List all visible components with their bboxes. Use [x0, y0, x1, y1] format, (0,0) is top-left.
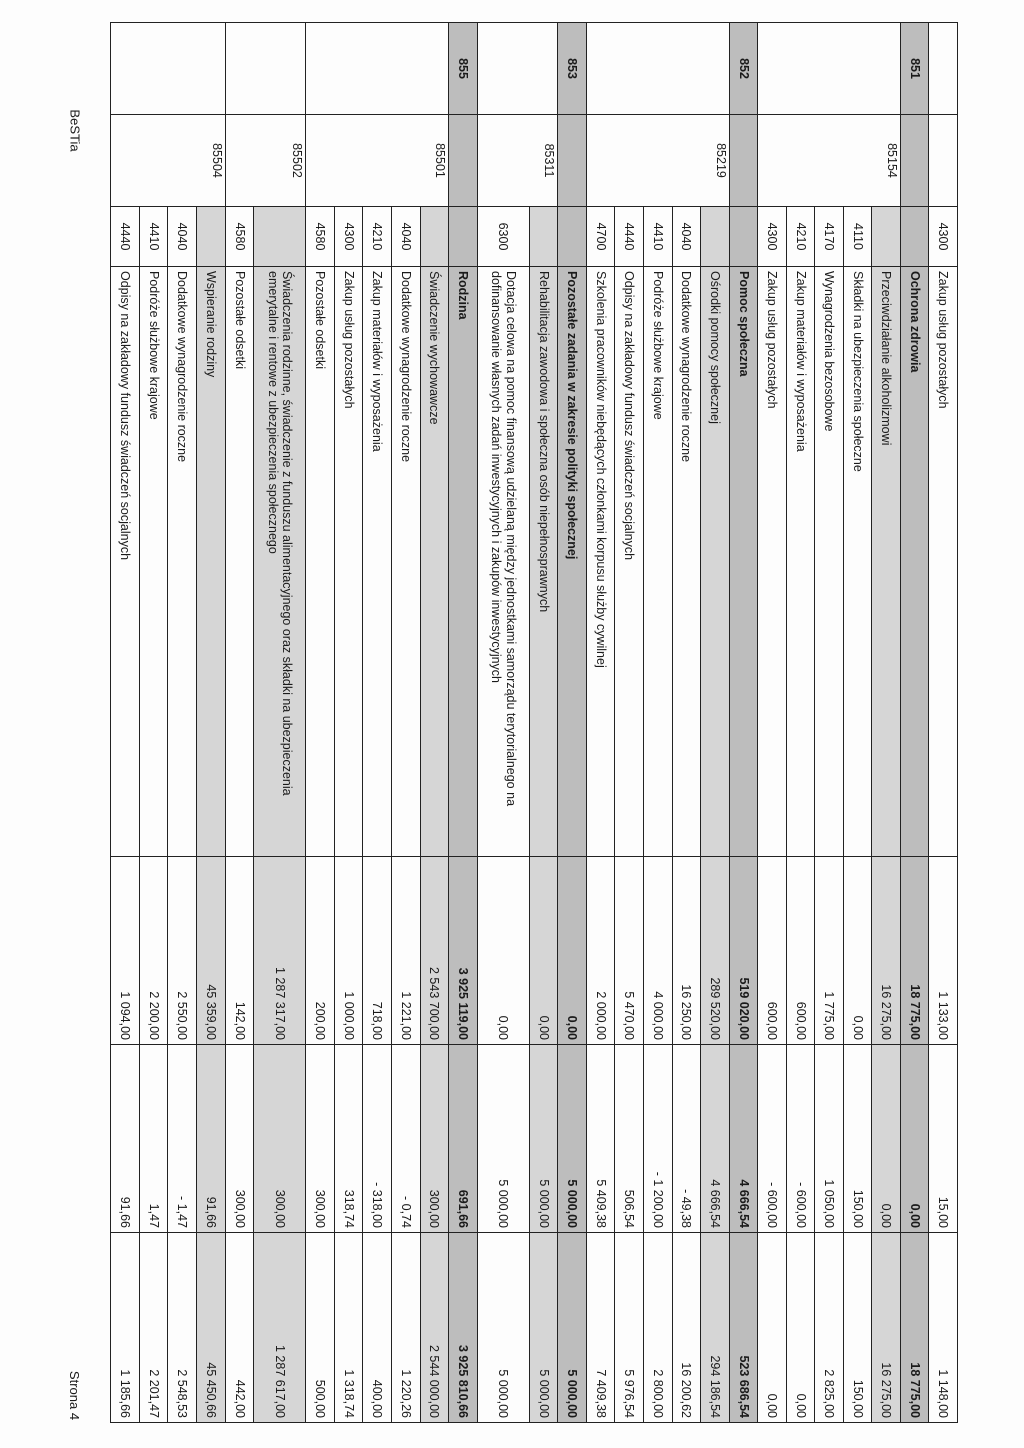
table-row-85311 [529, 23, 558, 1423]
amount-change: 15,00 [929, 1045, 958, 1233]
item-name: Zakup materiałów i wyposażenia [363, 267, 392, 857]
dzial-cell: 855 [449, 23, 478, 115]
amount-change: - 600,00 [786, 1045, 815, 1233]
rozdzial-cell: 85154 [758, 115, 901, 207]
amount-after: 1 185,66 [111, 1233, 140, 1423]
item-name: Wynagrodzenia bezosobowe [815, 267, 844, 857]
table-row-85504 [197, 23, 226, 1423]
item-name: Zakup usług pozostałych [929, 267, 958, 857]
item-name: Świadczenia rodzinne, świadczenie z funduszu alimentacyjnego oraz składki na ubezpieczenia emerytalne i rentowe z ubezpieczenia społecznego [254, 267, 306, 857]
amount-change: 150,00 [843, 1045, 872, 1233]
amount-change: - 1,47 [168, 1045, 197, 1233]
amount-before: 2 000,00 [586, 857, 615, 1045]
table-row-855 [449, 23, 478, 1423]
amount-before: 45 359,00 [197, 857, 226, 1045]
table-row-4440 [111, 23, 140, 1423]
dzial-cell [758, 23, 901, 115]
paragraf-cell [701, 207, 730, 267]
item-name: Szkolenia pracowników niebędących członkami korpusu służby cywilnej [586, 267, 615, 857]
paragraf-cell [254, 207, 306, 267]
paragraf-cell: 4040 [391, 207, 420, 267]
paragraf-cell: 4440 [111, 207, 140, 267]
amount-change: 5 000,00 [477, 1045, 529, 1233]
item-name: Pozostałe odsetki [306, 267, 335, 857]
rozdzial-cell [449, 115, 478, 207]
rozdzial-cell [729, 115, 758, 207]
amount-change: - 318,00 [363, 1045, 392, 1233]
amount-before: 0,00 [477, 857, 529, 1045]
paragraf-cell: 4300 [929, 207, 958, 267]
amount-after: 2 544 000,00 [420, 1233, 449, 1423]
paragraf-cell [729, 207, 758, 267]
amount-before: 2 200,00 [139, 857, 168, 1045]
rozdzial-cell: 85219 [586, 115, 729, 207]
amount-change: 506,54 [615, 1045, 644, 1233]
dzial-cell [477, 23, 558, 115]
table-row-4300 [334, 23, 363, 1423]
table-row-85502 [254, 23, 306, 1423]
amount-before: 3 925 119,00 [449, 857, 478, 1045]
amount-after: 2 825,00 [815, 1233, 844, 1423]
amount-change: - 1 200,00 [643, 1045, 672, 1233]
amount-change: 300,00 [420, 1045, 449, 1233]
amount-after: 294 186,54 [701, 1233, 730, 1423]
item-name: Podróże służbowe krajowe [643, 267, 672, 857]
rozdzial-cell: 85501 [306, 115, 449, 207]
amount-after: 16 275,00 [872, 1233, 901, 1423]
table-row-4580 [306, 23, 335, 1423]
item-name: Przeciwdziałanie alkoholizmowi [872, 267, 901, 857]
amount-change: 0,00 [900, 1045, 929, 1233]
paragraf-cell: 4300 [758, 207, 787, 267]
amount-before: 1 775,00 [815, 857, 844, 1045]
item-name: Pozostałe odsetki [225, 267, 254, 857]
amount-before: 200,00 [306, 857, 335, 1045]
table-row-4210 [363, 23, 392, 1423]
paragraf-cell [872, 207, 901, 267]
amount-change: 691,66 [449, 1045, 478, 1233]
budget-table-body [111, 23, 958, 1423]
dzial-cell [929, 23, 958, 115]
amount-change: 300,00 [225, 1045, 254, 1233]
dzial-cell: 853 [558, 23, 587, 115]
amount-before: 718,00 [363, 857, 392, 1045]
amount-before: 0,00 [529, 857, 558, 1045]
paragraf-cell: 4110 [843, 207, 872, 267]
paragraf-cell [449, 207, 478, 267]
amount-change: 1,47 [139, 1045, 168, 1233]
rozdzial-cell [558, 115, 587, 207]
amount-before: 0,00 [843, 857, 872, 1045]
paragraf-cell: 6300 [477, 207, 529, 267]
paragraf-cell: 4580 [306, 207, 335, 267]
item-name: Dodatkowe wynagrodzenie roczne [391, 267, 420, 857]
dzial-cell [306, 23, 449, 115]
amount-after: 5 000,00 [477, 1233, 529, 1423]
rozdzial-cell [900, 115, 929, 207]
amount-after: 45 450,66 [197, 1233, 226, 1423]
amount-before: 142,00 [225, 857, 254, 1045]
paragraf-cell: 4210 [363, 207, 392, 267]
item-name: Podróże służbowe krajowe [139, 267, 168, 857]
paragraf-cell [900, 207, 929, 267]
amount-before: 1 000,00 [334, 857, 363, 1045]
amount-change: 318,74 [334, 1045, 363, 1233]
amount-after: 1 148,00 [929, 1233, 958, 1423]
table-row-85219 [701, 23, 730, 1423]
amount-before: 5 470,00 [615, 857, 644, 1045]
table-row-4410 [139, 23, 168, 1423]
table-row-4580 [225, 23, 254, 1423]
amount-after: 0,00 [786, 1233, 815, 1423]
amount-after: 7 409,38 [586, 1233, 615, 1423]
paragraf-cell: 4300 [334, 207, 363, 267]
amount-before: 600,00 [758, 857, 787, 1045]
amount-before: 2 543 700,00 [420, 857, 449, 1045]
amount-change: 5 000,00 [529, 1045, 558, 1233]
item-name: Ośrodki pomocy społecznej [701, 267, 730, 857]
budget-table-rotated [110, 22, 958, 1422]
amount-after: 5 000,00 [529, 1233, 558, 1423]
amount-after: 150,00 [843, 1233, 872, 1423]
item-name: Dodatkowe wynagrodzenie roczne [672, 267, 701, 857]
amount-change: 4 666,54 [701, 1045, 730, 1233]
paragraf-cell [197, 207, 226, 267]
amount-after: 5 976,54 [615, 1233, 644, 1423]
table-row-4210 [786, 23, 815, 1423]
dzial-cell [225, 23, 306, 115]
rozdzial-cell: 85504 [111, 115, 226, 207]
table-row-852 [729, 23, 758, 1423]
table-row-4410 [643, 23, 672, 1423]
paragraf-cell [558, 207, 587, 267]
paragraf-cell: 4410 [139, 207, 168, 267]
amount-change: 4 666,54 [729, 1045, 758, 1233]
item-name: Rehabilitacja zawodowa i społeczna osób niepełnosprawnych [529, 267, 558, 857]
item-name: Świadczenie wychowawcze [420, 267, 449, 857]
amount-after: 400,00 [363, 1233, 392, 1423]
item-name: Wspieranie rodziny [197, 267, 226, 857]
amount-before: 16 275,00 [872, 857, 901, 1045]
amount-change: - 49,38 [672, 1045, 701, 1233]
amount-after: 0,00 [758, 1233, 787, 1423]
footer-app-name: BeSTia [67, 108, 83, 152]
paragraf-cell: 4040 [672, 207, 701, 267]
amount-before: 600,00 [786, 857, 815, 1045]
rozdzial-cell [929, 115, 958, 207]
table-row-4300 [758, 23, 787, 1423]
amount-before: 2 550,00 [168, 857, 197, 1045]
amount-after: 523 686,54 [729, 1233, 758, 1423]
rozdzial-cell: 85502 [225, 115, 306, 207]
dzial-cell: 851 [900, 23, 929, 115]
amount-before: 1 221,00 [391, 857, 420, 1045]
paragraf-cell [529, 207, 558, 267]
amount-change: 300,00 [306, 1045, 335, 1233]
table-row-4700 [586, 23, 615, 1423]
table-row-4110 [843, 23, 872, 1423]
dzial-cell [111, 23, 226, 115]
amount-after: 442,00 [225, 1233, 254, 1423]
item-name: Dodatkowe wynagrodzenie roczne [168, 267, 197, 857]
amount-after: 18 775,00 [900, 1233, 929, 1423]
amount-after: 1 287 617,00 [254, 1233, 306, 1423]
table-row-4440 [615, 23, 644, 1423]
amount-before: 289 520,00 [701, 857, 730, 1045]
amount-change: - 600,00 [758, 1045, 787, 1233]
paragraf-cell [420, 207, 449, 267]
amount-after: 2 800,00 [643, 1233, 672, 1423]
amount-after: 2 201,47 [139, 1233, 168, 1423]
amount-change: - 0,74 [391, 1045, 420, 1233]
table-row-4040 [672, 23, 701, 1423]
rozdzial-cell: 85311 [477, 115, 558, 207]
footer-page-number: Strona 4 [67, 1370, 83, 1420]
paragraf-cell: 4440 [615, 207, 644, 267]
amount-change: 0,00 [872, 1045, 901, 1233]
table-row-4040 [391, 23, 420, 1423]
amount-change: 91,66 [197, 1045, 226, 1233]
amount-before: 4 000,00 [643, 857, 672, 1045]
amount-after: 500,00 [306, 1233, 335, 1423]
amount-before: 0,00 [558, 857, 587, 1045]
amount-before: 519 020,00 [729, 857, 758, 1045]
amount-change: 300,00 [254, 1045, 306, 1233]
amount-after: 5 000,00 [558, 1233, 587, 1423]
item-name: Pomoc społeczna [729, 267, 758, 857]
table-row-4040 [168, 23, 197, 1423]
amount-change: 1 050,00 [815, 1045, 844, 1233]
item-name: Ochrona zdrowia [900, 267, 929, 857]
paragraf-cell: 4170 [815, 207, 844, 267]
paragraf-cell: 4700 [586, 207, 615, 267]
amount-before: 18 775,00 [900, 857, 929, 1045]
table-row-85154 [872, 23, 901, 1423]
item-name: Zakup materiałów i wyposażenia [786, 267, 815, 857]
amount-before: 1 287 317,00 [254, 857, 306, 1045]
table-row-853 [558, 23, 587, 1423]
item-name: Odpisy na zakładowy fundusz świadczeń socjalnych [111, 267, 140, 857]
amount-before: 1 133,00 [929, 857, 958, 1045]
item-name: Odpisy na zakładowy fundusz świadczeń socjalnych [615, 267, 644, 857]
item-name: Rodzina [449, 267, 478, 857]
dzial-cell [586, 23, 729, 115]
amount-after: 1 220,26 [391, 1233, 420, 1423]
paragraf-cell: 4210 [786, 207, 815, 267]
budget-table [110, 22, 958, 1423]
amount-change: 91,66 [111, 1045, 140, 1233]
item-name: Składki na ubezpieczenia społeczne [843, 267, 872, 857]
amount-before: 16 250,00 [672, 857, 701, 1045]
amount-after: 3 925 810,66 [449, 1233, 478, 1423]
table-row-851 [900, 23, 929, 1423]
table-row-85501 [420, 23, 449, 1423]
amount-after: 1 318,74 [334, 1233, 363, 1423]
table-row-4300 [929, 23, 958, 1423]
amount-before: 1 094,00 [111, 857, 140, 1045]
amount-change: 5 000,00 [558, 1045, 587, 1233]
paragraf-cell: 4040 [168, 207, 197, 267]
item-name: Dotacja celowa na pomoc finansową udzielaną między jednostkami samorządu terytorialnego na dofinansowanie własnych zadań inwestycyjnych i zakupów inwestycyjnych [477, 267, 529, 857]
paragraf-cell: 4580 [225, 207, 254, 267]
table-row-6300 [477, 23, 529, 1423]
dzial-cell: 852 [729, 23, 758, 115]
item-name: Zakup usług pozostałych [758, 267, 787, 857]
amount-after: 16 200,62 [672, 1233, 701, 1423]
table-row-4170 [815, 23, 844, 1423]
amount-change: 5 409,38 [586, 1045, 615, 1233]
item-name: Zakup usług pozostałych [334, 267, 363, 857]
paragraf-cell: 4410 [643, 207, 672, 267]
amount-after: 2 548,53 [168, 1233, 197, 1423]
item-name: Pozostałe zadania w zakresie polityki społecznej [558, 267, 587, 857]
